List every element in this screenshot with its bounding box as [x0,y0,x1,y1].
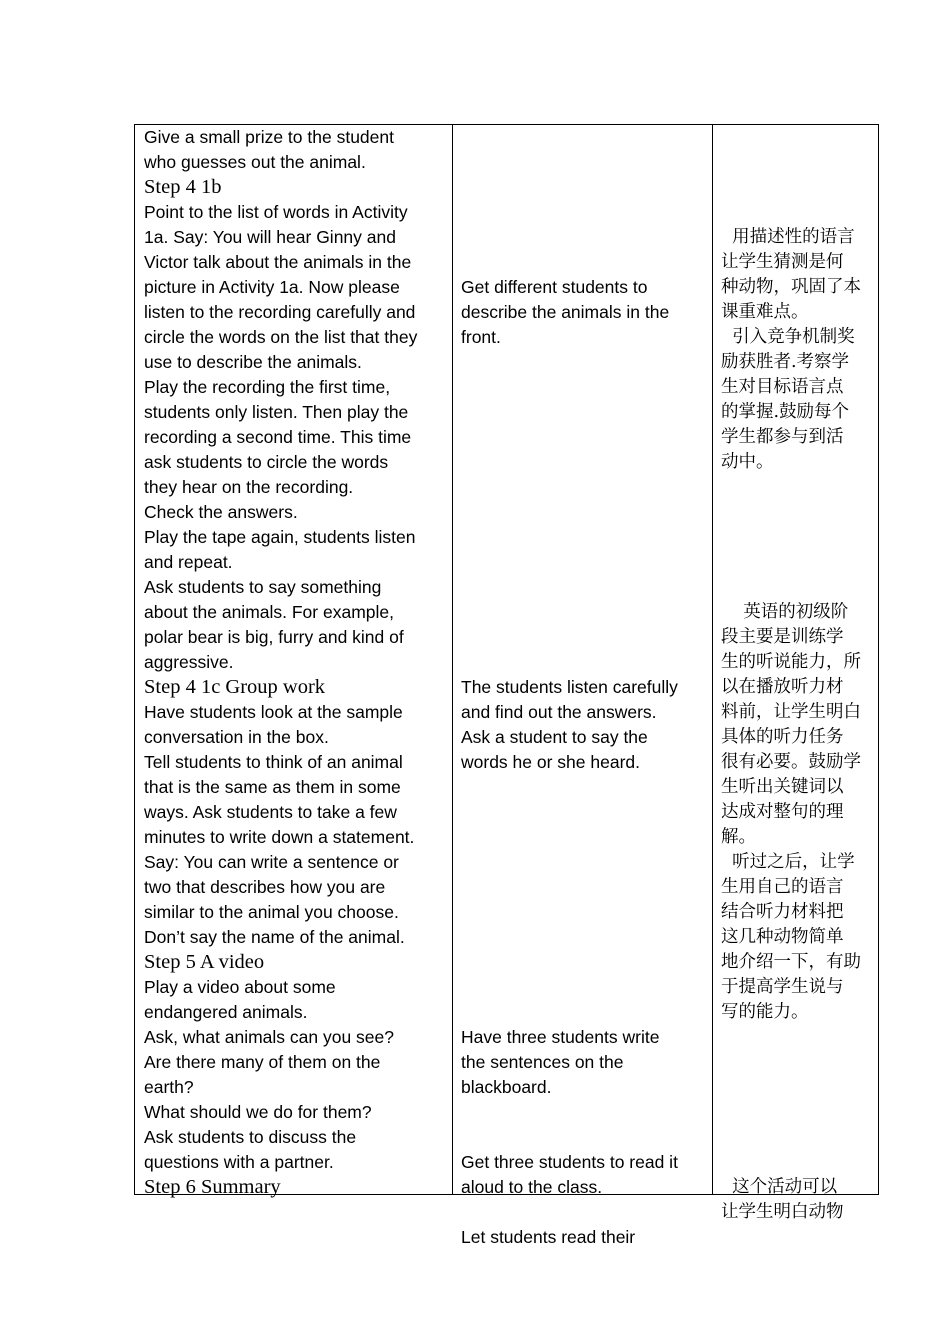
step-heading: Step 6 Summary [144,1176,281,1198]
teacher-text-line: 1a. Say: You will hear Ginny and [144,227,396,247]
purpose-text-line: 让学生猜测是何 [721,252,844,272]
teacher-text-line: Say: You can write a sentence or [144,852,399,872]
step-heading: Step 4 1b [144,176,222,198]
teacher-text-line: What should we do for them? [144,1102,372,1122]
blank-line [461,825,708,850]
blank-line [461,1200,708,1225]
blank-line [721,475,874,500]
purpose-text-line: 生对目标语言点 [721,377,844,397]
purpose-text-line: 于提高学生说与 [721,977,844,997]
teacher-text-line: Play the tape again, students listen [144,527,416,547]
blank-line [721,175,874,200]
blank-line [461,550,708,575]
purpose-text-line: 生的听说能力，所 [721,652,861,672]
design-purpose-column [713,125,878,1222]
teacher-text-line: Point to the list of words in Activity [144,202,408,222]
purpose-text-line: 用描述性的语言 [721,227,855,247]
blank-line [461,375,708,400]
blank-line [461,125,708,150]
teacher-text-line: ways. Ask students to take a few [144,802,397,822]
lesson-plan-table [134,124,879,1247]
teacher-text-line: listen to the recording carefully and [144,302,416,322]
teacher-text-line: about the animals. For example, [144,602,394,622]
teacher-text-line: students only listen. Then play the [144,402,409,422]
teacher-text-line: they hear on the recording. [144,477,354,497]
blank-line [461,475,708,500]
purpose-text-line: 励获胜者.考察学 [721,352,850,372]
teacher-text-line: ask students to circle the words [144,452,389,472]
purpose-text-line: 段主要是训练学 [721,627,844,647]
teacher-text-line: polar bear is big, furry and kind of [144,627,404,647]
purpose-text-line: 生用自己的语言 [721,877,844,897]
purpose-text-line: 结合听力材料把 [721,902,844,922]
student-text-line: blackboard. [461,1077,552,1097]
blank-line [461,975,708,1000]
teacher-text-line: and repeat. [144,552,233,572]
purpose-text-line: 生听出关键词以 [721,777,844,797]
student-text-line: The students listen carefully [461,677,678,697]
blank-line [721,550,874,575]
teacher-text-line: that is the same as them in some [144,777,401,797]
blank-line [461,525,708,550]
blank-line [461,800,708,825]
purpose-text-line: 解。 [721,827,756,847]
teacher-text-line: picture in Activity 1a. Now please [144,277,400,297]
student-text-line: and find out the answers. [461,702,657,722]
purpose-text-line: 动中。 [721,452,774,472]
teacher-text-line: Are there many of them on the [144,1052,381,1072]
purpose-text-line: 写的能力。 [721,1002,809,1022]
blank-line [461,1125,708,1150]
blank-line [461,250,708,275]
student-text-line: Have three students write [461,1027,660,1047]
student-text-line: front. [461,327,501,347]
purpose-text-line: 让学生明白动物 [721,1202,844,1222]
blank-line [461,600,708,625]
blank-line [721,525,874,550]
teacher-text-line: endangered animals. [144,1002,308,1022]
blank-line [721,1125,874,1150]
blank-line [461,875,708,900]
blank-line [461,850,708,875]
blank-line [461,400,708,425]
blank-line [461,1100,708,1125]
teacher-text-line: who guesses out the animal. [144,152,366,172]
purpose-text-line: 地介绍一下，有助 [721,952,861,972]
purpose-text-line: 引入竞争机制奖 [721,327,855,347]
student-text-line: describe the animals in the [461,302,670,322]
teacher-text-line: Ask, what animals can you see? [144,1027,394,1047]
purpose-text-line: 课重难点。 [721,302,809,322]
teacher-text-line: Check the answers. [144,502,298,522]
blank-line [461,450,708,475]
step-heading: Step 4 1c Group work [144,676,326,698]
teacher-text-line: use to describe the animals. [144,352,362,372]
purpose-text-line: 的掌握.鼓励每个 [721,402,850,422]
blank-line [461,625,708,650]
student-text-line: Let students read their [461,1227,636,1247]
purpose-text-line: 以在播放听力材 [721,677,844,697]
teacher-text-line: aggressive. [144,652,234,672]
teacher-text-line: circle the words on the list that they [144,327,418,347]
blank-line [461,1000,708,1025]
blank-line [461,150,708,175]
purpose-text-line: 英语的初级阶 [721,602,849,622]
purpose-text-line: 听过之后，让学 [721,852,855,872]
student-text-line: Get different students to [461,277,648,297]
teacher-text-line: questions with a partner. [144,1152,334,1172]
teacher-text-line: Don’t say the name of the animal. [144,927,405,947]
blank-line [721,1075,874,1100]
purpose-text-line: 很有必要。鼓励学 [721,752,861,772]
blank-line [461,175,708,200]
blank-line [461,200,708,225]
blank-line [721,1100,874,1125]
teacher-text-line: recording a second time. This time [144,427,412,447]
teacher-activity-column [135,125,453,1198]
teacher-text-line: minutes to write down a statement. [144,827,415,847]
purpose-text-line: 具体的听力任务 [721,727,844,747]
step-heading: Step 5 A video [144,951,265,973]
student-text-line: Ask a student to say the [461,727,648,747]
blank-line [461,425,708,450]
student-text-line: aloud to the class. [461,1177,603,1197]
teacher-text-line: Tell students to think of an animal [144,752,403,772]
teacher-text-line: similar to the animal you choose. [144,902,399,922]
blank-line [461,950,708,975]
teacher-text-line: Victor talk about the animals in the [144,252,412,272]
teacher-text-line: Have students look at the sample [144,702,403,722]
purpose-text-line: 达成对整句的理 [721,802,844,822]
blank-line [721,125,874,150]
student-text-line: the sentences on the [461,1052,624,1072]
blank-line [461,925,708,950]
purpose-text-line: 学生都参与到活 [721,427,844,447]
teacher-text-line: Ask students to say something [144,577,382,597]
blank-line [461,225,708,250]
blank-line [721,1025,874,1050]
blank-line [721,200,874,225]
purpose-text-line: 种动物，巩固了本 [721,277,861,297]
student-text-line: Get three students to read it [461,1152,678,1172]
blank-line [721,500,874,525]
teacher-text-line: earth? [144,1077,194,1097]
teacher-text-line: Play the recording the first time, [144,377,391,397]
purpose-text-line: 这几种动物简单 [721,927,844,947]
blank-line [721,1050,874,1075]
teacher-text-line: two that describes how you are [144,877,386,897]
purpose-text-line: 料前，让学生明白 [721,702,861,722]
blank-line [721,150,874,175]
teacher-text-line: Play a video about some [144,977,336,997]
blank-line [461,350,708,375]
blank-line [461,900,708,925]
teacher-text-line: Give a small prize to the student [144,127,394,147]
blank-line [721,1150,874,1175]
purpose-text-line: 这个活动可以 [721,1177,838,1197]
student-activity-column [453,125,713,1247]
teacher-text-line: Ask students to discuss the [144,1127,357,1147]
blank-line [461,650,708,675]
blank-line [461,775,708,800]
blank-line [461,575,708,600]
teacher-text-line: conversation in the box. [144,727,329,747]
student-text-line: words he or she heard. [461,752,640,772]
blank-line [461,500,708,525]
blank-line [721,575,874,600]
